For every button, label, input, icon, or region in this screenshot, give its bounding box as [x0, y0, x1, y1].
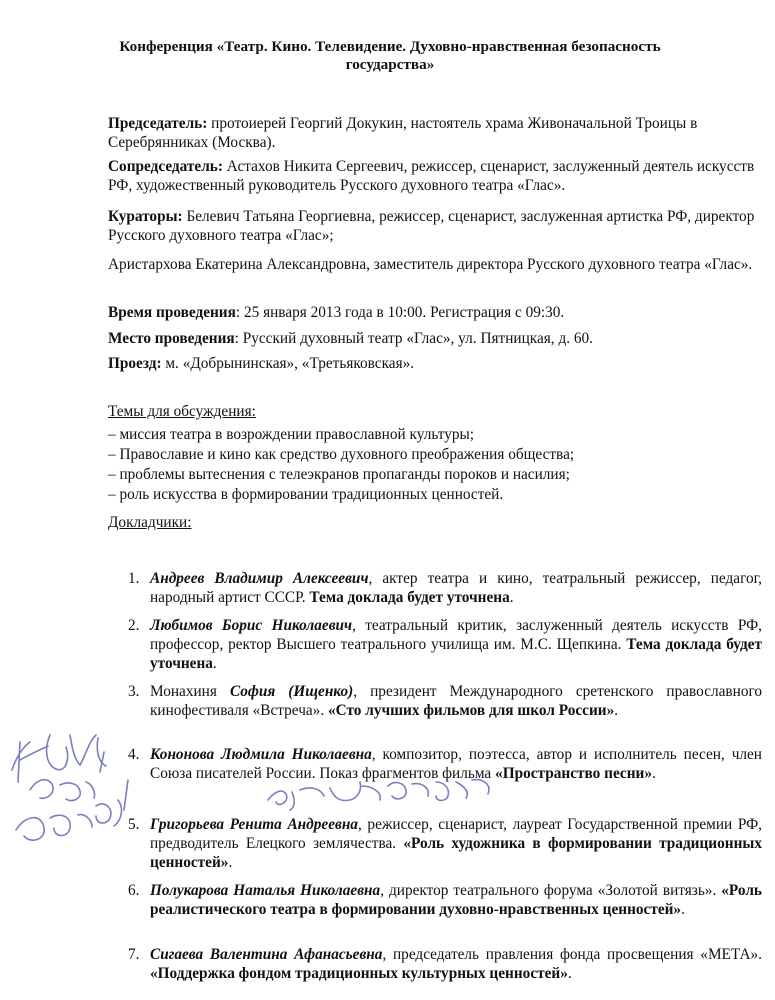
page-title: Конференция «Театр. Кино. Телевидение. Духовно-нравственная безопасность государства»: [119, 38, 661, 73]
transport-label: Проезд:: [108, 355, 162, 372]
speaker-end: .: [509, 589, 514, 606]
speaker-end: .: [228, 854, 233, 871]
speaker-name: Сигаева Валентина Афанасьевна: [150, 946, 383, 963]
time-text: : 25 января 2013 года в 10:00. Регистрация с 09:30.: [235, 304, 565, 321]
speaker-end: .: [681, 901, 685, 918]
cochair-text: Астахов Никита Сергеевич, режиссер, сценарист, заслуженный деятель искусств РФ, художественный руководитель Русского духовного театра «Глас».: [108, 158, 755, 194]
topic-item: – роль искусства в формировании традиционных ценностей.: [108, 486, 504, 503]
speaker-topic: «Поддержка фондом традиционных культурных ценностей»: [150, 965, 568, 982]
speaker-name: Кононова Людмила Николаевна: [150, 746, 372, 763]
speaker-topic: «Роль художника в формировании традиционных ценностей»: [150, 835, 762, 871]
speaker-desc: , театральный критик, заслуженный деятель искусств РФ, профессор, ректор Высшего театрального училища им. М.С. Щепкина.: [150, 617, 762, 653]
speaker-number: 3.: [128, 683, 140, 700]
speaker-prefix: Монахиня: [150, 683, 230, 700]
curators-text: Белевич Татьяна Георгиевна, режиссер, сценарист, заслуженная артистка РФ, директор Русского духовного театра «Глас»;: [108, 208, 755, 244]
speaker-end: .: [614, 702, 619, 719]
speaker-topic: Тема доклада будет уточнена: [309, 589, 510, 606]
speaker-number: 5.: [128, 816, 140, 833]
speaker-number: 2.: [128, 617, 140, 634]
speaker-desc: , актер театра и кино, театральный режиссер, педагог, народный артист СССР.: [150, 570, 762, 606]
speaker-number: 1.: [128, 570, 140, 587]
speaker-end: .: [652, 765, 656, 782]
speaker-topic: «Роль реалистического театра в формировании духовно-нравственных ценностей»: [150, 882, 762, 918]
speaker-name: Григорьева Ренита Андреевна: [150, 816, 358, 833]
speaker-name: Полукарова Наталья Николаевна: [150, 882, 381, 899]
speaker-name: Андреев Владимир Алексеевич: [150, 570, 369, 587]
place-label: Место проведения: [108, 330, 235, 347]
speaker-number: 7.: [128, 946, 140, 963]
speaker-topic: «Сто лучших фильмов для школ России»: [327, 702, 615, 719]
speaker-desc: , композитор, поэтесса, автор и исполнитель песен, член Союза писателей России. Показ фрагментов фильма: [150, 746, 762, 782]
speaker-desc: , режиссер, сценарист, лауреат Государственной премии РФ, предводитель Елецкого землячества.: [150, 816, 763, 852]
speaker-topic: Тема доклада будет уточнена: [150, 636, 762, 672]
cochair-label: Сопредседатель:: [108, 158, 223, 175]
speaker-name: Любимов Борис Николаевич: [150, 617, 353, 634]
topic-item: – Православие и кино как средство духовного преображения общества;: [108, 446, 575, 463]
speakers-heading: Докладчики:: [108, 514, 192, 531]
speaker-number: 6.: [128, 882, 140, 899]
chair-label: Председатель:: [108, 115, 208, 132]
topic-item: – проблемы вытеснения с телеэкранов пропаганды пороков и насилия;: [108, 466, 570, 483]
speaker-number: 4.: [128, 746, 140, 763]
chair-text: протоиерей Георгий Докукин, настоятель храма Живоначальной Троицы в Серебрянниках (Москва).: [108, 115, 698, 151]
curators-label: Кураторы:: [108, 208, 183, 225]
speaker-end: .: [212, 655, 217, 672]
speaker-desc: , директор театрального форума «Золотой витязь».: [380, 882, 722, 899]
speaker-end: .: [567, 965, 572, 982]
place-text: : Русский духовный театр «Глас», ул. Пятницкая, д. 60.: [234, 330, 593, 347]
transport-text: м. «Добрынинская», «Третьяковская».: [161, 355, 415, 372]
speaker-name: София (Ищенко): [229, 683, 354, 700]
speaker-topic: «Пространство песни»: [495, 765, 652, 782]
speaker-desc: , председатель правления фонда просвещения «МЕТА».: [382, 946, 762, 963]
topic-item: – миссия театра в возрождении православной культуры;: [108, 426, 475, 443]
speaker-desc: , президент Международного сретенского православного кинофестиваля «Встреча».: [150, 683, 763, 719]
curators-second-paragraph: Аристархова Екатерина Александровна, заместитель директора Русского духовного театра «Глас».: [108, 256, 753, 273]
time-label: Время проведения: [108, 304, 236, 321]
topics-heading: Темы для обсуждения:: [108, 403, 256, 420]
